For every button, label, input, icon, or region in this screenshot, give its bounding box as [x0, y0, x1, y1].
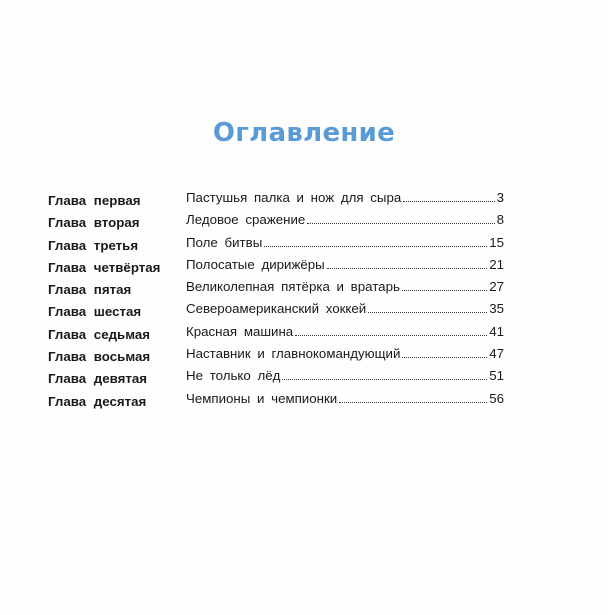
- table-of-contents: [48, 190, 528, 413]
- toc-entry: [186, 368, 504, 383]
- chapter-label: Глава десятая: [48, 393, 147, 409]
- dot-leader: [339, 402, 487, 403]
- toc-row: [48, 346, 528, 368]
- toc-entry: [186, 190, 504, 205]
- toc-entry: [186, 301, 504, 316]
- toc-row: [48, 212, 528, 234]
- toc-entry: [186, 279, 504, 294]
- page-number: 56: [489, 390, 504, 406]
- toc-entry: [186, 257, 504, 272]
- chapter-title: Великолепная пятёрка и вратарь: [186, 279, 400, 295]
- page-number: 8: [496, 212, 504, 228]
- chapter-label: Глава четвёртая: [48, 259, 161, 275]
- chapter-label: Глава шестая: [48, 304, 142, 320]
- toc-row: [48, 324, 528, 346]
- chapter-label: Глава девятая: [48, 371, 148, 387]
- chapter-title: Поле битвы: [186, 234, 263, 250]
- toc-row: [48, 301, 528, 323]
- chapter-label: Глава пятая: [48, 282, 132, 298]
- chapter-title: Чемпионы и чемпионки: [186, 390, 338, 406]
- chapter-title: Не только лёд: [186, 368, 281, 384]
- chapter-title: Полосатые дирижёры: [186, 256, 325, 272]
- chapter-label: Глава третья: [48, 237, 139, 253]
- toc-entry: [186, 235, 504, 250]
- chapter-title: Наставник и главнокомандующий: [186, 346, 401, 362]
- toc-row: [48, 257, 528, 279]
- dot-leader: [403, 201, 494, 202]
- dot-leader: [402, 357, 487, 358]
- page-title: Оглавление: [212, 118, 396, 148]
- chapter-title: Пастушья палка и нож для сыра: [186, 190, 402, 205]
- page-number: 27: [489, 279, 504, 295]
- toc-entry: [186, 391, 504, 406]
- page-number: 51: [489, 368, 504, 384]
- toc-entry: [186, 346, 504, 361]
- page-number: 47: [489, 346, 504, 362]
- chapter-title: Красная машина: [186, 323, 294, 339]
- dot-leader: [264, 246, 487, 247]
- toc-row: [48, 190, 528, 212]
- chapter-label: Глава седьмая: [48, 326, 151, 342]
- chapter-label: Глава вторая: [48, 215, 140, 231]
- dot-leader: [295, 335, 487, 336]
- toc-row: [48, 391, 528, 413]
- dot-leader: [327, 268, 488, 269]
- toc-entry: [186, 212, 504, 227]
- page-number: 41: [489, 323, 504, 339]
- chapter-title: Ледовое сражение: [186, 212, 306, 228]
- dot-leader: [402, 290, 487, 291]
- dot-leader: [368, 312, 487, 313]
- page-number: 3: [496, 190, 504, 205]
- dot-leader: [307, 223, 494, 224]
- toc-entry: [186, 324, 504, 339]
- dot-leader: [282, 379, 487, 380]
- chapter-title: Североамериканский хоккей: [186, 301, 367, 317]
- page-number: 35: [489, 301, 504, 317]
- toc-row: [48, 368, 528, 390]
- toc-row: [48, 279, 528, 301]
- chapter-label: Глава первая: [48, 193, 141, 208]
- page-number: 15: [489, 234, 504, 250]
- page-number: 21: [489, 256, 504, 272]
- toc-row: [48, 235, 528, 257]
- chapter-label: Глава восьмая: [48, 349, 151, 365]
